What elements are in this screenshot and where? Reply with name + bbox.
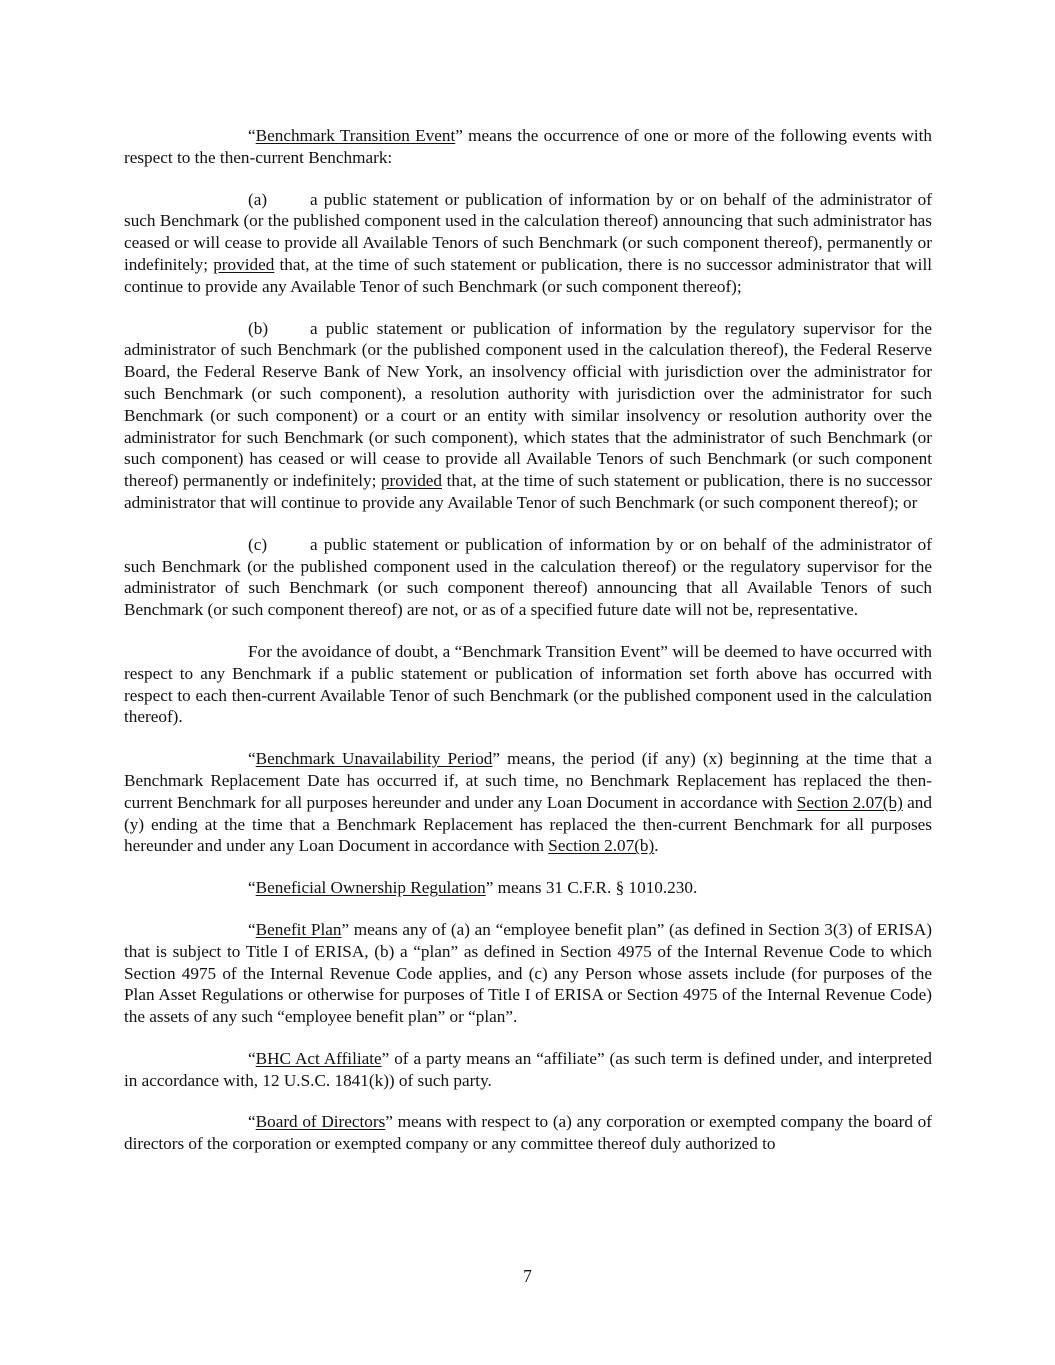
document-page [124,125,932,1155]
definition-benefit-plan: “Benefit Plan” means any of (a) an “employee benefit plan” (as defined in Section 3(3) of ERISA) that is subject to Title I of ERISA, (b) a “plan” as defined in Section 4975 of the Internal Revenue Code to which Section 4975 of the Internal Revenue Code applies, and (c) any Person whose assets include (for purposes of the Plan Asset Regulations or otherwise for purposes of Title I of ERISA or Section 4975 of the Internal Revenue Code) the assets of any such “employee benefit plan” or “plan”. [124,919,932,1027]
definition-beneficial-ownership-regulation: “Beneficial Ownership Regulation” means 31 C.F.R. § 1010.230. [248,878,698,898]
clause-c: (c) a public statement or publication of information by or on behalf of the administrator of such Benchmark (or the published component used in the calculation thereof) or the regulatory supervisor for the administrator of such Benchmark (or such component thereof) announcing that all Available Tenors of such Benchmark (or such component thereof) are not, or as of a specified future date will not be, representative. [124,534,932,620]
definition-bhc-act-affiliate: “BHC Act Affiliate” of a party means an “affiliate” (as such term is defined under, and interpreted in accordance with, 12 U.S.C. 1841(k)) of such party. [124,1048,932,1090]
defined-term: Board of Directors [255,1112,386,1132]
defined-term: Benefit Plan [255,919,342,939]
clause-b: (b) a public statement or publication of information by the regulatory supervisor for the administrator of such Benchmark (or the published component used in the calculation thereof), the Federal Reserve Board, the Federal Reserve Bank of New York, an insolvency official with jurisdiction over the administrator for such Benchmark (or such component), a resolution authority with jurisdiction over the administrator for such Benchmark (or such component) or a court or an entity with similar insolvency or resolution authority over the administrator for such Benchmark (or such component), which states that the administrator of such Benchmark (or such component) has ceased or will cease to provide all Available Tenors of such Benchmark (or such component thereof) permanently or indefinitely; provided that, at the time of such statement or publication, there is no successor administrator that will continue to provide any Available Tenor of such Benchmark (or such component thereof); or [124,318,932,512]
defined-term: BHC Act Affiliate [255,1048,382,1068]
definition-board-of-directors: “Board of Directors” means with respect to (a) any corporation or exempted company the board of directors of the corporation or exempted company or any committee thereof duly authorized to [124,1112,932,1154]
provided-term: provided [213,254,275,274]
definition-benchmark-unavailability-period: “Benchmark Unavailability Period” means, the period (if any) (x) beginning at the time that a Benchmark Replacement Date has occurred if, at such time, no Benchmark Replacement has replaced the then-current Benchmark for all purposes hereunder and under any Loan Document in accordance with Section 2.07(b) and (y) ending at the time that a Benchmark Replacement has replaced the then-current Benchmark for all purposes hereunder and under any Loan Document in accordance with Section 2.07(b). [124,749,932,856]
clause-marker: (c) [248,534,268,554]
provided-term: provided [380,471,443,491]
section-reference: Section 2.07(b) [548,836,655,856]
clause-a: (a) a public statement or publication of information by or on behalf of the administrator of such Benchmark (or the published component used in the calculation thereof) announcing that such administrator has ceased or will cease to provide all Available Tenors of such Benchmark (or such component thereof), permanently or indefinitely; provided that, at the time of such statement or publication, there is no successor administrator that will continue to provide any Available Tenor of such Benchmark (or such component thereof); [124,189,932,296]
avoidance-of-doubt: For the avoidance of doubt, a “Benchmark Transition Event” will be deemed to have occurred with respect to any Benchmark if a public statement or publication of information set forth above has occurred with respect to each then-current Available Tenor of such Benchmark (or the published component used in the calculation thereof). [124,641,932,727]
clause-marker: (a) [248,189,268,209]
defined-term: Benchmark Transition Event [255,126,456,145]
defined-term: Beneficial Ownership Regulation [255,878,486,898]
defined-term: Benchmark Unavailability Period [255,749,493,769]
clause-marker: (b) [248,318,269,338]
section-reference: Section 2.07(b) [796,792,903,812]
page-number: 7 [523,1266,532,1286]
definition-benchmark-transition-event: “Benchmark Transition Event” means the occurrence of one or more of the following events with respect to the then-current Benchmark: [124,126,932,167]
